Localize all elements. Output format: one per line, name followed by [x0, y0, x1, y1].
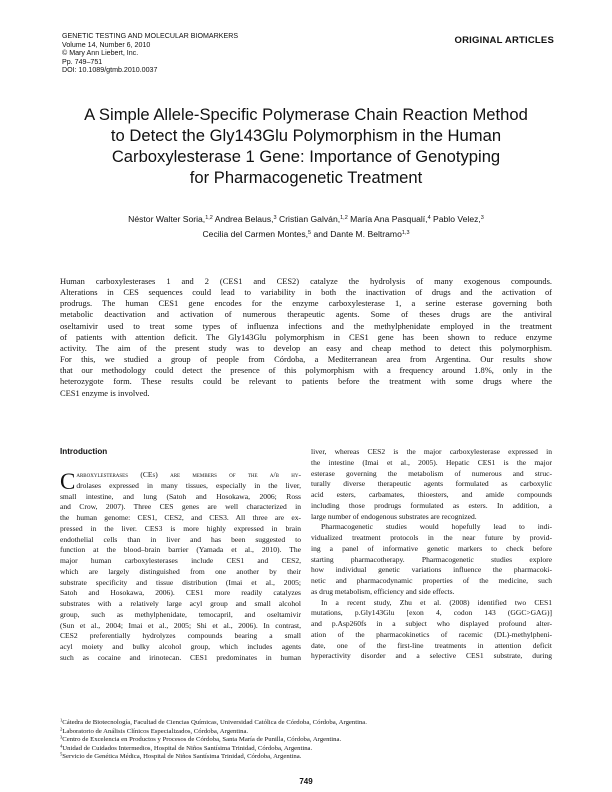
author-line — [60, 227, 552, 242]
body-line: netic and pharmacodynamic properties of the medicine, such — [311, 576, 552, 585]
author-list — [60, 212, 552, 241]
body-line: which are largely distinguished from one another by their — [60, 566, 301, 576]
author-name: Cristian Galván, — [276, 214, 341, 224]
body-line: Pharmacogenetic studies would hopefully lead to indi- — [321, 522, 552, 532]
footnote-text: Servicio de Genética Médica, Hospital de Niños Santísima Trinidad, Córdoba, Argentina. — [62, 753, 302, 761]
author-name: Cecilia del Carmen Montes, — [202, 228, 309, 239]
footnote-text: Unidad de Cuidados Intermedios, Hospital de Niños Santísima Trinidad, Córdoba, Argentina. — [62, 744, 313, 752]
body-line: including those prodrugs formulated as esters. In addition, a — [311, 500, 552, 510]
author-name: María Ana Pasqualí, — [347, 214, 428, 224]
footnote-text: Laboratorio de Análisis Clínicos Especializados, Córdoba, Argentina. — [62, 727, 249, 735]
body-line: vidualized treatment protocols in the near future by provid- — [311, 533, 552, 542]
abstract-line: metabolic deactivation and activation of numerous therapeutic agents. Some of theses drugs are the antiviral — [60, 309, 552, 320]
body-line: starting pharmacotherapy. Pharmacogenetic studies explore — [311, 554, 552, 564]
body-line: arboxylesterases (CEs) are members of the α/β hy- — [76, 470, 301, 479]
body-line: ation of the pharmacokinetics of racemic (DL)-methylpheni- — [311, 629, 552, 639]
footnote-marker: 3 — [60, 734, 63, 740]
abstract-line: prodrugs. The human CES1 gene encodes for the enzyme carboxylesterase 1, a serine esterase governing both — [60, 298, 552, 309]
footnote-text: Centro de Excelencia en Productos y Procesos de Córdoba, Santa María de Punilla, Córdoba, Argentina. — [62, 736, 342, 744]
body-line: the intestine (Imai et al., 2005). Hepatic CES1 is the major — [311, 457, 552, 467]
body-line: (Sun et al., 2004; Imai et al., 2005; Shi et al., 2006). In contrast, — [60, 620, 301, 630]
abstract-line: of patients with attention deficit. The Gly143Glu polymorphism in CES1 gene has been shown to reduce enzyme — [60, 331, 552, 342]
body-line: major human carboxylesterases include CES1 and CES2, — [60, 556, 301, 565]
author-affiliation: 5 — [308, 229, 312, 236]
abstract-line: For this, we studied a group of people from Córdoba, a Mediterranean area from Argentina. Our results show — [60, 354, 552, 365]
page-number: 749 — [299, 777, 313, 786]
body-line: as drug metabolism, efficiency and side effects. — [311, 586, 455, 596]
body-line: acid esters, carbamates, thioesters, and amide compounds — [311, 490, 552, 499]
title-line: to Detect the Gly143Glu Polymorphism in the Human — [110, 126, 502, 145]
journal-copyright: © Mary Ann Liebert, Inc. — [62, 49, 139, 58]
footnote — [60, 719, 367, 728]
journal-pages: Pp. 749–751 — [62, 57, 103, 66]
footnote-marker: 4 — [60, 743, 63, 749]
body-line: pressed in the liver. CES3 is more highly expressed in brain — [60, 523, 301, 533]
body-line: and Crow, 2007). Three CES genes are well characterized in — [60, 502, 301, 512]
body-line: date, one of the first-line treatments in attention deficit — [311, 640, 552, 650]
footnote — [60, 753, 367, 762]
author-affiliation: 4 — [427, 215, 431, 221]
body-column-left — [60, 447, 301, 664]
body-line: small intestine, and lung (Satoh and Hosokawa, 2006; Ross — [60, 491, 301, 501]
body-line: endothelial cells than in liver and has been suggested to — [60, 534, 301, 544]
author-affiliation: 1,3 — [401, 229, 410, 236]
footnote-text: Cátedra de Biotecnología, Facultad de Ciencias Químicas, Universidad Católica de Córdoba, Córdoba, Argentina. — [62, 719, 367, 726]
author-name: Pablo Velez, — [430, 214, 481, 224]
abstract-line: that our methodology could detect the presence of this polymorphism with a frequency around 1.8%, only in the — [60, 365, 552, 376]
author-name: Andrea Belaus, — [212, 214, 274, 224]
affiliation-footnotes — [60, 719, 367, 762]
abstract-line: Human carboxylesterases 1 and 2 (CES1 and CES2) catalyze the hydrolysis of many exogenous compounds. — [60, 276, 552, 286]
journal-volume: Volume 14, Number 6, 2010 — [62, 40, 151, 49]
body-line: large number of endogenous substrates are recognized. — [311, 511, 477, 521]
author-name: Néstor Walter Soria, — [128, 214, 206, 224]
abstract-line: Alterations in CES sequences could lead to variability in both the inactivation of drugs and the activation of — [60, 287, 552, 298]
body-line: liver, whereas CES2 is the major carboxylesterase expressed in — [311, 447, 552, 456]
body-line: how individual genetic variations influence the pharmacoki- — [311, 565, 552, 575]
body-column-right — [311, 447, 552, 662]
title-line: A Simple Allele-Specific Polymerase Chain Reaction Method — [84, 105, 528, 124]
drop-cap: C — [60, 469, 76, 494]
body-line: Satoh and Hosokawa, 2006). CES1 more readily catalyzes — [60, 588, 301, 598]
intro-paragraph — [60, 470, 301, 492]
title-line: Carboxylesterase 1 Gene: Importance of Genotyping — [111, 147, 501, 166]
journal-doi: DOI: 10.1089/gtmb.2010.0037 — [62, 66, 158, 75]
abstract-line: oseltamivir used to treat some types of influenza infections and the methylphenidate employed in the treatment — [60, 320, 552, 331]
author-name: and Dante M. Beltramo — [311, 228, 402, 239]
body-line: such as cocaine and irinotecan. CES1 predominates in human — [60, 652, 301, 662]
abstract-line: activity. The aim of the present study was to develop an easy and cheap method to detect this polymorphism. — [60, 342, 552, 353]
body-line: ing a panel of informative genetic markers to check before — [311, 543, 552, 553]
journal-info — [62, 32, 238, 75]
body-line: esterase governing the metabolism of numerous and struc- — [311, 468, 552, 478]
author-affiliation: 3 — [480, 215, 484, 221]
abstract-line: CES1 enzyme is involved. — [60, 387, 150, 398]
body-line: turally diverse therapeutic agents formulated as carboxylic — [311, 479, 552, 489]
title-line: for Pharmacogenetic Treatment — [189, 168, 423, 187]
author-affiliation: 1,2 — [340, 215, 348, 221]
body-line: the human genome: CES1, CES2, and CES3. All three are ex- — [60, 513, 301, 522]
body-line: substrates with a relatively large acyl group and small alcohol — [60, 599, 301, 608]
body-line: function at the blood–brain barrier (Yamada et al., 2010). The — [60, 545, 301, 555]
article-title — [40, 104, 572, 188]
author-affiliation: 1,2 — [205, 215, 213, 221]
body-line: mutations, p.Gly143Glu [exon 4, codon 143 (GGC>GAG)] — [311, 608, 552, 618]
abstract-line: heterozygote form. These results could be relevant to patients before the treatment with some drugs where the — [60, 376, 552, 387]
body-line: and p.Asp260fs in a subject who displayed profound alter- — [311, 619, 552, 628]
author-line — [60, 212, 552, 227]
abstract — [60, 276, 552, 399]
journal-name: GENETIC TESTING AND MOLECULAR BIOMARKERS — [62, 32, 239, 40]
footnote-marker: 2 — [60, 726, 63, 732]
footnote — [60, 728, 367, 737]
author-affiliation: 3 — [273, 215, 277, 221]
body-line: group, such as methylphenidate, temocapril, and oseltamivir — [60, 609, 301, 619]
body-line: hyperactivity disorder and a selective CES1 substrate, during — [311, 651, 552, 661]
section-heading: Introduction — [60, 447, 108, 456]
body-line: substrate specificity and tissue distribution (Imai et al., 2005; — [60, 577, 301, 587]
footnote-marker: 5 — [60, 751, 63, 757]
footnote-marker: 1 — [60, 717, 63, 723]
body-line: In a recent study, Zhu et al. (2008) identified two CES1 — [321, 597, 552, 607]
section-tag: ORIGINAL ARTICLES — [454, 35, 554, 46]
body-line: CES2 preferentially hydrolyzes compounds bearing a small — [60, 631, 301, 641]
footnote — [60, 736, 367, 745]
body-line: drolases expressed in many tissues, especially in the liver, — [76, 480, 301, 490]
body-line: acyl moiety and bulky alcohol group, which includes agents — [60, 642, 301, 651]
